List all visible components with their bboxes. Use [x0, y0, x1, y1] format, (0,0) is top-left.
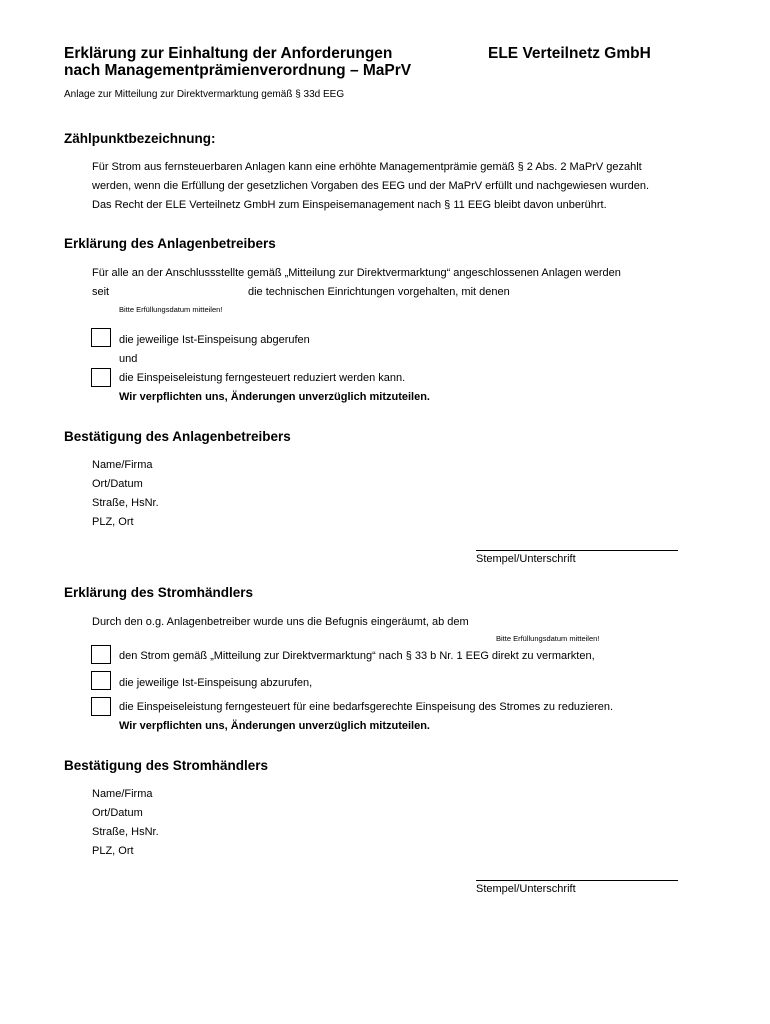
checkbox-label: die jeweilige Ist-Einspeisung abgerufen — [119, 334, 310, 346]
commitment-text: Wir verpflichten uns, Änderungen unverzüglich mitzuteilen. — [119, 391, 430, 403]
einspeiseleistung-reduzieren-checkbox[interactable] — [91, 697, 111, 716]
zaehlpunkt-text-line: werden, wenn die Erfüllung der gesetzlichen Vorgaben des EEG und der MaPrV erfüllt und nachgewiesen wurden. — [92, 180, 650, 192]
anlagenbetreiber-erklaerung-heading: Erklärung des Anlagenbetreibers — [64, 236, 276, 251]
field-label-plz-ort: PLZ, Ort — [92, 845, 134, 857]
anlagenbetreiber-text-seit: seit — [92, 286, 110, 298]
anlagenbetreiber-bestaetigung-heading: Bestätigung des Anlagenbetreibers — [64, 429, 291, 444]
einspeiseleistung-reduziert-checkbox[interactable] — [91, 368, 111, 387]
field-label-strasse: Straße, HsNr. — [92, 497, 159, 509]
ist-einspeisung-abgerufen-checkbox[interactable] — [91, 328, 111, 347]
date-hint: Bitte Erfüllungsdatum mitteilen! — [496, 634, 600, 643]
zaehlpunkt-text-line: Das Recht der ELE Verteilnetz GmbH zum Einspeisemanagement nach § 11 EEG bleibt davon unberührt. — [92, 199, 607, 211]
date-hint: Bitte Erfüllungsdatum mitteilen! — [119, 305, 223, 314]
field-label-name-firma: Name/Firma — [92, 788, 153, 800]
signature-label: Stempel/Unterschrift — [476, 553, 576, 565]
anlagenbetreiber-text-line: Für alle an der Anschlussstellte gemäß „Mitteilung zur Direktvermarktung“ angeschlossenen Anlagen werden — [92, 267, 621, 279]
ist-einspeisung-abzurufen-checkbox[interactable] — [91, 671, 111, 690]
field-label-strasse: Straße, HsNr. — [92, 826, 159, 838]
direkt-vermarkten-checkbox[interactable] — [91, 645, 111, 664]
company-name: ELE Verteilnetz GmbH — [488, 45, 651, 62]
stromhaendler-bestaetigung-heading: Bestätigung des Stromhändlers — [64, 758, 269, 773]
stromhaendler-text-line: Durch den o.g. Anlagenbetreiber wurde uns die Befugnis eingeräumt, ab dem — [92, 616, 469, 628]
signature-line — [476, 550, 678, 551]
document-title-line2: nach Managementprämienverordnung – MaPrV — [64, 62, 412, 79]
zaehlpunkt-text-line: Für Strom aus fernsteuerbaren Anlagen kann eine erhöhte Managementprämie gemäß § 2 Abs. 2 MaPrV gezahlt — [92, 161, 642, 173]
checkbox-label: die Einspeiseleistung ferngesteuert für eine bedarfsgerechte Einspeisung des Stromes zu reduzieren. — [119, 701, 614, 713]
stromhaendler-erklaerung-heading: Erklärung des Stromhändlers — [64, 585, 254, 600]
field-label-plz-ort: PLZ, Ort — [92, 516, 134, 528]
field-label-ort-datum: Ort/Datum — [92, 478, 143, 490]
und-text: und — [119, 353, 138, 365]
field-label-ort-datum: Ort/Datum — [92, 807, 143, 819]
checkbox-label: den Strom gemäß „Mitteilung zur Direktvermarktung“ nach § 33 b Nr. 1 EEG direkt zu vermarkten, — [119, 650, 595, 662]
signature-line — [476, 880, 678, 881]
zaehlpunkt-heading: Zählpunktbezeichnung: — [64, 131, 216, 146]
anlagenbetreiber-text-line: die technischen Einrichtungen vorgehalten, mit denen — [248, 286, 510, 298]
field-label-name-firma: Name/Firma — [92, 459, 153, 471]
checkbox-label: die jeweilige Ist-Einspeisung abzurufen, — [119, 677, 313, 689]
checkbox-label: die Einspeiseleistung ferngesteuert reduziert werden kann. — [119, 372, 406, 384]
document-subtitle: Anlage zur Mitteilung zur Direktvermarktung gemäß § 33d EEG — [64, 89, 345, 100]
signature-label: Stempel/Unterschrift — [476, 883, 576, 895]
commitment-text: Wir verpflichten uns, Änderungen unverzüglich mitzuteilen. — [119, 720, 430, 732]
document-title-line1: Erklärung zur Einhaltung der Anforderungen — [64, 45, 393, 62]
